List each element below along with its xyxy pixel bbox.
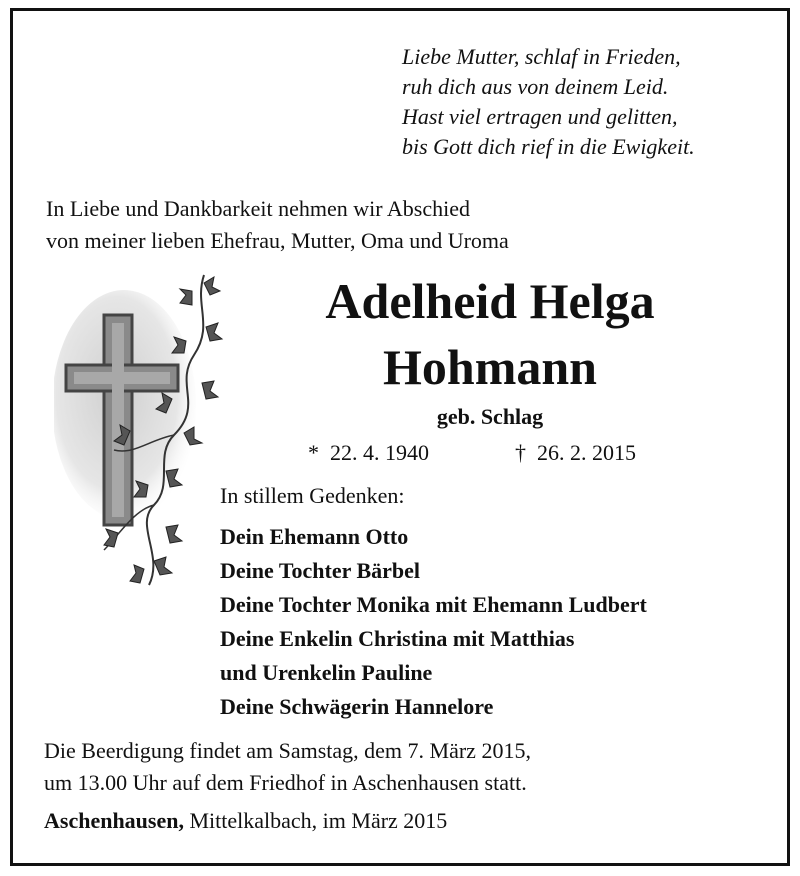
intro-line: In Liebe und Dankbarkeit nehmen wir Abschied [46, 196, 470, 221]
mourner-line: Deine Tochter Bärbel [220, 558, 421, 583]
birth-date: 22. 4. 1940 [330, 440, 429, 465]
death-date-line [515, 440, 636, 466]
birth-date-line [308, 440, 429, 466]
funeral-line: Die Beerdigung findet am Samstag, dem 7. März 2015, [44, 738, 531, 763]
farewell-intro [46, 193, 509, 257]
poem-line: Liebe Mutter, schlaf in Frieden, [402, 44, 681, 69]
mourner-line: Dein Ehemann Otto [220, 524, 409, 549]
mourner-line: Deine Enkelin Christina mit Matthias [220, 626, 575, 651]
poem-line: ruh dich aus von deinem Leid. [402, 74, 669, 99]
poem-line: Hast viel ertragen und gelitten, [402, 104, 678, 129]
poem-line: bis Gott dich rief in die Ewigkeit. [402, 134, 695, 159]
birth-symbol: * [308, 440, 319, 465]
funeral-notice [44, 735, 531, 799]
death-date: 26. 2. 2015 [537, 440, 636, 465]
death-symbol: † [515, 440, 526, 465]
memorial-intro: In stillem Gedenken: [220, 483, 405, 508]
mourner-line: und Urenkelin Pauline [220, 660, 433, 685]
cross-with-ivy-icon [54, 265, 234, 595]
place-date-rest: Mittelkalbach, im März 2015 [183, 808, 448, 833]
deceased-first-names: Adelheid Helga [325, 273, 655, 329]
mourners-list [220, 520, 647, 724]
place-and-date [44, 808, 447, 834]
mourner-line: Deine Tochter Monika mit Ehemann Ludbert [220, 592, 647, 617]
funeral-line: um 13.00 Uhr auf dem Friedhof in Aschenhausen statt. [44, 770, 527, 795]
deceased-surname: Hohmann [383, 339, 597, 395]
maiden-name: geb. Schlag [436, 404, 544, 429]
poem [402, 42, 695, 162]
mourner-line: Deine Schwägerin Hannelore [220, 694, 494, 719]
town-name: Aschenhausen, [44, 808, 184, 833]
intro-line: von meiner lieben Ehefrau, Mutter, Oma und Uroma [46, 228, 509, 253]
